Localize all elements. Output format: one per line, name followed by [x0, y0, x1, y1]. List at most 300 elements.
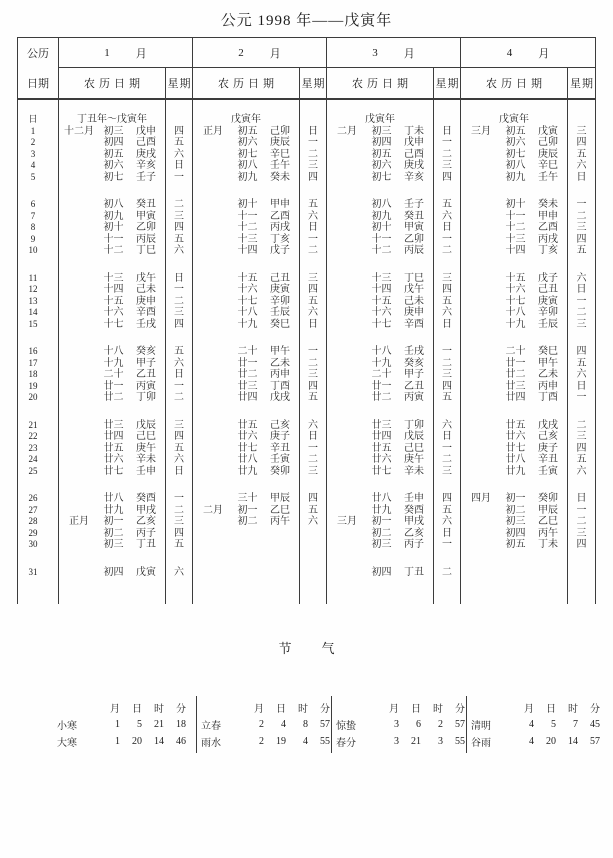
week-header-4: 星期	[570, 78, 594, 90]
spacer-cell	[18, 183, 59, 199]
term-name: 小寒	[57, 721, 77, 732]
ganzhi-day: 戊子	[538, 272, 558, 284]
ganzhi-day: 丙戌	[538, 233, 558, 245]
spacer-cell	[18, 330, 59, 346]
lunar-day: 初四	[371, 566, 392, 578]
month-number: 3	[372, 46, 378, 59]
lunar-cell	[327, 369, 434, 381]
lunar-day: 廿一	[237, 357, 258, 369]
lunar-day: 廿七	[371, 465, 392, 477]
ganzhi-day: 壬午	[538, 171, 558, 183]
lunar-day: 廿八	[237, 454, 258, 465]
term-value: 1	[115, 719, 120, 730]
weekday-cell: 三	[300, 369, 327, 381]
spacer-cell	[300, 404, 327, 420]
date-cell: 30	[18, 539, 59, 551]
ganzhi-day: 癸亥	[136, 346, 156, 357]
ganzhi-day: 己未	[136, 284, 156, 295]
ganzhi-day: 甲申	[270, 199, 290, 210]
term-value: 1	[115, 736, 120, 747]
week-header-2: 星期	[300, 68, 327, 98]
lunar-day: 十九	[103, 357, 124, 369]
weekday-cell: 三	[434, 273, 461, 285]
lunar-day: 廿七	[505, 442, 526, 454]
month-char: 月	[538, 47, 550, 60]
ganzhi-day: 壬申	[404, 493, 424, 504]
ganzhi-day: 己巳	[404, 442, 424, 454]
ganzhi-day: 辛酉	[404, 318, 424, 330]
ganzhi-day: 己巳	[136, 431, 156, 442]
lunar-cell	[327, 160, 434, 172]
lunar-day: 廿九	[103, 504, 124, 516]
term-column-header: 分	[320, 704, 330, 715]
lunar-day: 初九	[237, 171, 258, 183]
lunar-day: 廿六	[103, 454, 124, 465]
lunar-date-header-2: 农历日期	[193, 68, 300, 98]
ganzhi-day: 庚辰	[538, 148, 558, 160]
lunar-cell	[193, 296, 300, 308]
weekday-cell: 日	[434, 319, 461, 331]
ganzhi-day: 辛未	[136, 454, 156, 465]
weekday-cell: 六	[166, 245, 193, 257]
lunar-day: 初八	[237, 160, 258, 171]
lunar-day: 初七	[371, 171, 392, 183]
spacer-cell	[434, 183, 461, 199]
lunar-cell	[193, 211, 300, 223]
lunar-day: 廿五	[505, 419, 526, 431]
lunar-cell	[59, 567, 166, 579]
term-value: 3	[394, 736, 399, 747]
date-cell: 3	[18, 149, 59, 161]
weekday-cell: 六	[434, 211, 461, 223]
term-column-header: 分	[455, 704, 465, 715]
lunar-cell	[193, 137, 300, 149]
lunar-day: 初四	[103, 137, 124, 148]
ganzhi-day: 戊寅	[136, 566, 156, 578]
lunar-cell	[461, 346, 568, 358]
spacer-cell	[300, 551, 327, 567]
spacer-cell	[327, 551, 434, 567]
lunar-cell	[327, 172, 434, 184]
lunar-day: 十三	[103, 272, 124, 284]
date-cell: 19	[18, 381, 59, 393]
lunar-day: 廿五	[103, 442, 124, 454]
lunar-month-label: 二月	[203, 504, 223, 516]
weekday-cell: 三	[434, 369, 461, 381]
lunar-cell	[461, 172, 568, 184]
lunar-day: 十六	[505, 284, 526, 295]
lunar-cell	[461, 539, 568, 551]
lunar-day: 初八	[103, 199, 124, 210]
ganzhi-day: 壬午	[270, 160, 290, 171]
lunar-day: 初一	[505, 493, 526, 504]
lunar-day: 二十	[103, 369, 124, 380]
weekday-cell: 六	[166, 149, 193, 161]
term-value: 3	[438, 736, 443, 747]
weekday-cell	[434, 114, 461, 126]
lunar-day: 廿三	[505, 380, 526, 392]
ganzhi-day: 甲辰	[538, 504, 558, 516]
solar-terms-table	[17, 696, 600, 753]
lunar-day: 初三	[103, 125, 124, 137]
lunar-day: 廿二	[237, 369, 258, 380]
weekday-cell: 日	[576, 284, 587, 295]
weekday-cell: 一	[300, 443, 327, 455]
lunar-cell	[59, 528, 166, 540]
ganzhi-day: 癸未	[270, 171, 290, 183]
ganzhi-day: 乙未	[270, 357, 290, 369]
ganzhi-day: 壬戌	[136, 318, 156, 330]
ganzhi-day: 甲辰	[270, 493, 290, 504]
spacer-cell	[327, 183, 434, 199]
ganzhi-day: 戊寅	[538, 125, 558, 137]
spacer-cell	[59, 551, 166, 567]
weekday-cell: 日	[434, 222, 461, 234]
lunar-cell	[327, 358, 434, 370]
term-name: 立春	[201, 721, 221, 732]
lunar-day: 十八	[505, 307, 526, 318]
ganzhi-day: 丁丑	[404, 566, 424, 578]
lunar-cell	[461, 222, 568, 234]
lunar-day: 初三	[505, 516, 526, 527]
ganzhi-day: 乙丑	[404, 380, 424, 392]
weekday-cell: 二	[576, 419, 587, 431]
weekday-cell: 四	[300, 284, 327, 296]
lunar-cell	[59, 273, 166, 285]
term-column-header: 月	[254, 704, 264, 715]
spacer-cell	[461, 257, 568, 273]
lunar-day: 初二	[505, 504, 526, 516]
weekday-cell: 二	[434, 454, 461, 466]
weekday-cell: 二	[166, 392, 193, 404]
weekday-cell: 五	[300, 505, 327, 517]
weekday-cell	[300, 528, 327, 540]
spacer-cell	[300, 257, 327, 273]
lunar-cell	[193, 493, 300, 505]
term-column-header: 分	[176, 704, 186, 715]
lunar-cell	[327, 211, 434, 223]
lunar-day: 十八	[371, 346, 392, 357]
ganzhi-day: 乙卯	[136, 222, 156, 233]
ganzhi-day: 庚戌	[136, 148, 156, 160]
date-cell: 5	[18, 172, 59, 184]
lunar-cell	[327, 443, 434, 455]
weekday-cell: 二	[576, 210, 587, 222]
lunar-day: 十九	[237, 318, 258, 330]
weekday-cell: 日	[576, 493, 587, 504]
lunar-day: 初八	[505, 160, 526, 171]
lunar-day: 二十	[237, 346, 258, 357]
term-column-header: 日	[411, 704, 421, 715]
weekday-cell: 二	[434, 245, 461, 257]
spacer-cell	[461, 183, 568, 199]
ganzhi-day: 丁巳	[136, 245, 156, 256]
ganzhi-day: 庚午	[136, 442, 156, 454]
weekday-cell: 二	[434, 567, 461, 579]
month-number: 4	[506, 46, 513, 59]
lunar-year-note: 丁丑年～戊寅年	[59, 114, 166, 126]
spacer-cell	[434, 578, 461, 604]
spacer-cell	[193, 100, 300, 114]
ganzhi-day: 丙子	[136, 527, 156, 539]
ganzhi-day: 癸丑	[404, 210, 424, 222]
weekday-cell: 六	[166, 567, 193, 579]
ganzhi-day: 甲戌	[404, 516, 424, 527]
spacer-cell	[166, 477, 193, 493]
spacer-cell	[434, 477, 461, 493]
weekday-cell: 二	[166, 296, 193, 308]
lunar-month-label: 正月	[69, 516, 89, 527]
lunar-day: 十一	[103, 233, 124, 245]
term-column-header: 日	[276, 704, 286, 715]
date-cell: 21	[18, 420, 59, 432]
term-name: 谷雨	[471, 738, 491, 749]
lunar-day: 廿一	[505, 357, 526, 369]
lunar-cell	[461, 307, 568, 319]
date-cell: 12	[18, 284, 59, 296]
spacer-cell	[193, 551, 300, 567]
term-column-header: 分	[590, 704, 600, 715]
spacer-cell	[461, 330, 568, 346]
calendar-header-row-1	[18, 38, 595, 68]
weekday-cell: 六	[576, 465, 587, 477]
ganzhi-day: 己丑	[538, 284, 558, 295]
lunar-cell	[193, 539, 300, 551]
spacer-cell	[193, 330, 300, 346]
spacer-cell	[18, 404, 59, 420]
term-column-header: 月	[524, 704, 534, 715]
ganzhi-day: 丁亥	[538, 245, 558, 256]
weekday-cell: 四	[576, 233, 587, 245]
term-value: 46	[176, 736, 186, 747]
date-cell: 25	[18, 466, 59, 478]
lunar-cell	[59, 199, 166, 211]
lunar-day: 廿七	[237, 442, 258, 454]
lunar-day: 二十	[371, 369, 392, 380]
ganzhi-day: 丙午	[270, 516, 290, 527]
lunar-cell	[59, 211, 166, 223]
date-cell: 16	[18, 346, 59, 358]
weekday-cell: 一	[166, 172, 193, 184]
ganzhi-day: 丁未	[404, 125, 424, 137]
spacer-cell	[193, 578, 300, 604]
ganzhi-day: 癸酉	[404, 504, 424, 516]
lunar-cell	[59, 505, 166, 517]
lunar-cell	[193, 199, 300, 211]
spacer-cell	[327, 330, 434, 346]
weekday-cell: 四	[166, 528, 193, 540]
lunar-day: 初七	[103, 171, 124, 183]
lunar-year-note: 戊寅年	[193, 114, 300, 126]
weekday-cell: 五	[576, 454, 587, 465]
weekday-cell: 一	[166, 284, 193, 296]
weekday-cell	[300, 539, 327, 551]
date-cell: 10	[18, 245, 59, 257]
ganzhi-day: 乙亥	[136, 516, 156, 527]
lunar-day: 初一	[103, 516, 124, 527]
weekday-cell: 日	[300, 431, 327, 443]
lunar-cell	[327, 307, 434, 319]
term-value: 2	[438, 719, 443, 730]
lunar-day: 廿五	[371, 442, 392, 454]
lunar-cell	[327, 431, 434, 443]
lunar-cell	[59, 443, 166, 455]
lunar-cell	[59, 234, 166, 246]
lunar-cell	[193, 431, 300, 443]
lunar-cell	[327, 516, 434, 528]
weekday-cell: 一	[576, 199, 587, 210]
weekday-cell: 五	[300, 199, 327, 211]
term-value: 57	[455, 719, 465, 730]
lunar-day: 十五	[103, 295, 124, 307]
term-column-header: 月	[110, 704, 120, 715]
lunar-day: 初九	[505, 171, 526, 183]
term-name: 春分	[336, 738, 356, 749]
lunar-month-label: 十二月	[64, 125, 94, 137]
ganzhi-day: 庚戌	[404, 160, 424, 171]
spacer-cell	[18, 578, 59, 604]
spacer-cell	[18, 477, 59, 493]
lunar-cell	[193, 319, 300, 331]
term-value: 55	[455, 736, 465, 747]
ganzhi-day: 乙未	[538, 369, 558, 380]
term-value: 4	[529, 719, 534, 730]
lunar-cell	[461, 245, 568, 257]
date-cell: 15	[18, 319, 59, 331]
lunar-day: 初三	[371, 125, 392, 137]
ganzhi-day: 壬子	[404, 199, 424, 210]
ganzhi-day: 辛卯	[538, 307, 558, 318]
lunar-day: 十九	[371, 357, 392, 369]
lunar-cell	[461, 493, 568, 505]
spacer-cell	[166, 257, 193, 273]
ganzhi-day: 乙酉	[538, 222, 558, 233]
lunar-day: 十二	[505, 222, 526, 233]
lunar-day: 初一	[371, 516, 392, 527]
lunar-cell	[327, 454, 434, 466]
ganzhi-day: 辛未	[404, 465, 424, 477]
term-column-header: 日	[546, 704, 556, 715]
lunar-cell	[327, 567, 434, 579]
lunar-day: 廿三	[371, 419, 392, 431]
lunar-day: 廿一	[103, 380, 124, 392]
lunar-day: 初五	[505, 125, 526, 137]
ganzhi-day: 乙酉	[270, 210, 290, 222]
weekday-cell: 四	[300, 493, 327, 505]
lunar-cell	[461, 319, 568, 331]
lunar-day: 廿三	[237, 380, 258, 392]
ganzhi-day: 辛酉	[136, 307, 156, 318]
lunar-day: 十七	[237, 295, 258, 307]
month-char: 月	[135, 47, 147, 60]
lunar-cell	[461, 454, 568, 466]
lunar-cell	[461, 358, 568, 370]
lunar-day: 十九	[505, 318, 526, 330]
spacer-cell	[300, 330, 327, 346]
spacer-cell	[327, 100, 434, 114]
lunar-cell	[193, 358, 300, 370]
ganzhi-day: 壬辰	[538, 318, 558, 330]
lunar-cell	[461, 284, 568, 296]
calendar-header-row-2	[18, 68, 595, 100]
lunar-day: 二十	[505, 346, 526, 357]
lunar-day: 十五	[371, 295, 392, 307]
lunar-day: 廿二	[371, 392, 392, 403]
lunar-cell	[461, 381, 568, 393]
weekday-cell: 三	[166, 420, 193, 432]
weekday-cell: 二	[434, 149, 461, 161]
weekday-cell: 六	[300, 516, 327, 528]
lunar-day: 初十	[505, 199, 526, 210]
ganzhi-day: 丁卯	[404, 419, 424, 431]
lunar-day: 初九	[103, 210, 124, 222]
spacer-cell	[461, 100, 568, 114]
weekday-cell: 一	[300, 137, 327, 149]
ganzhi-day: 庚申	[404, 307, 424, 318]
weekday-cell: 四	[576, 539, 587, 550]
lunar-year-note: 戊寅年	[461, 114, 568, 126]
lunar-day: 初二	[103, 527, 124, 539]
weekday-cell: 五	[166, 539, 193, 551]
lunar-cell	[327, 466, 434, 478]
ganzhi-day: 戊子	[270, 245, 290, 256]
ganzhi-day: 癸未	[538, 199, 558, 210]
lunar-cell	[327, 528, 434, 540]
lunar-day: 廿二	[505, 369, 526, 380]
ganzhi-day: 丁卯	[136, 392, 156, 403]
ganzhi-day: 癸酉	[136, 493, 156, 504]
spacer-cell	[59, 477, 166, 493]
weekday-cell: 日	[166, 369, 193, 381]
lunar-day: 初一	[237, 504, 258, 516]
lunar-day: 初九	[371, 210, 392, 222]
weekday-cell: 日	[166, 273, 193, 285]
lunar-cell	[193, 505, 300, 517]
month-char: 月	[269, 47, 281, 60]
ganzhi-day: 壬寅	[538, 465, 558, 477]
lunar-cell	[193, 149, 300, 161]
term-name: 惊蛰	[336, 721, 356, 732]
lunar-cell	[461, 505, 568, 517]
lunar-cell	[461, 392, 568, 404]
weekday-cell: 六	[300, 420, 327, 432]
solar-term-block	[17, 696, 196, 753]
ganzhi-day: 丙午	[538, 527, 558, 539]
lunar-day: 十二	[103, 245, 124, 256]
spacer-cell	[568, 578, 595, 604]
ganzhi-day: 甲午	[538, 357, 558, 369]
ganzhi-day: 戊辰	[136, 419, 156, 431]
weekday-cell: 日	[166, 160, 193, 172]
weekday-cell	[300, 114, 327, 126]
ganzhi-day: 庚寅	[538, 295, 558, 307]
ganzhi-day: 己酉	[136, 137, 156, 148]
ganzhi-day: 甲午	[270, 346, 290, 357]
lunar-day: 廿一	[371, 380, 392, 392]
solar-term-block	[196, 696, 331, 753]
lunar-cell	[59, 516, 166, 528]
lunar-cell	[327, 392, 434, 404]
date-cell: 24	[18, 454, 59, 466]
spacer-cell	[193, 404, 300, 420]
lunar-day: 廿六	[237, 431, 258, 442]
spacer-cell	[461, 404, 568, 420]
term-value: 14	[568, 736, 578, 747]
weekday-cell: 四	[434, 172, 461, 184]
term-column-header: 时	[568, 704, 578, 715]
spacer-cell	[568, 257, 595, 273]
spacer-cell	[461, 551, 568, 567]
